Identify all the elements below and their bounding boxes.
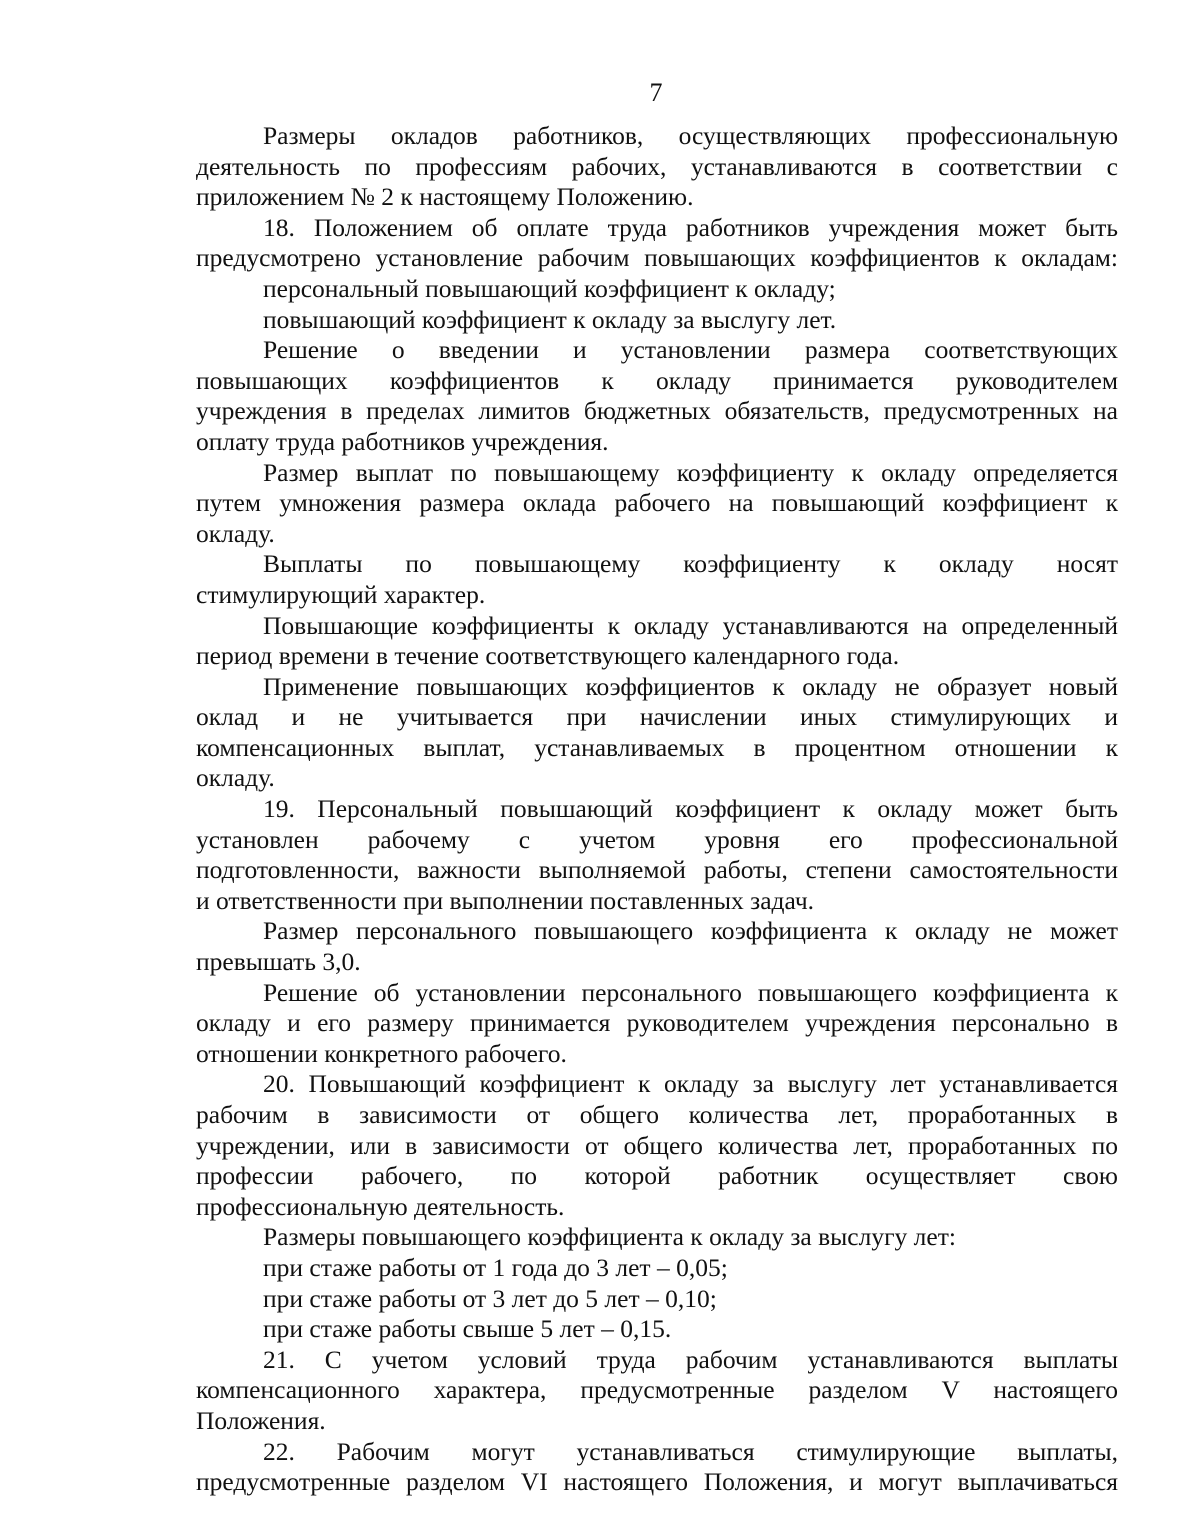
text-line: при стаже работы свыше 5 лет – 0,15. xyxy=(263,1314,672,1344)
text-line: 21. С учетом условий труда рабочим устанавливаются выплаты xyxy=(263,1344,1118,1374)
text-line: превышать 3,0. xyxy=(196,947,361,977)
text-line: Размер персонального повышающего коэффициента к окладу не может xyxy=(263,916,1118,946)
text-line: приложением № 2 к настоящему Положению. xyxy=(196,182,694,212)
text-line: Размеры окладов работников, осуществляющих профессиональную xyxy=(263,121,1118,150)
text-line: Решение о введении и установлении размера соответствующих xyxy=(263,335,1118,365)
text-line: путем умножения размера оклада рабочего на повышающий коэффициент к xyxy=(196,488,1118,518)
text-line: повышающих коэффициентов к окладу принимается руководителем xyxy=(196,365,1118,395)
text-line: стимулирующий характер. xyxy=(196,579,486,609)
text-line: профессии рабочего, по которой работник осуществляет свою xyxy=(196,1161,1118,1191)
text-line: компенсационных выплат, устанавливаемых в процентном отношении к xyxy=(196,732,1118,762)
text-line: Решение об установлении персонального повышающего коэффициента к xyxy=(263,977,1118,1007)
text-line: деятельность по профессиям рабочих, устанавливаются в соответствии с xyxy=(196,151,1118,181)
text-line: Размеры повышающего коэффициента к окладу за выслугу лет: xyxy=(263,1222,956,1252)
text-line: Выплаты по повышающему коэффициенту к окладу носят xyxy=(263,549,1118,579)
text-line: 20. Повышающий коэффициент к окладу за выслугу лет устанавливается xyxy=(263,1069,1118,1099)
text-line: 19. Персональный повышающий коэффициент к окладу может быть xyxy=(263,794,1118,824)
text-line: учреждении, или в зависимости от общего количества лет, проработанных по xyxy=(196,1130,1118,1160)
document-body xyxy=(196,121,1118,1498)
text-line: рабочим в зависимости от общего количества лет, проработанных в xyxy=(196,1100,1118,1129)
text-line: оплату труда работников учреждения. xyxy=(196,426,609,456)
text-line: и ответственности при выполнении поставленных задач. xyxy=(196,885,815,915)
text-line: 18. Положением об оплате труда работников учреждения может быть xyxy=(263,212,1118,242)
text-line: оклад и не учитывается при начислении иных стимулирующих и xyxy=(196,702,1118,732)
text-line: повышающий коэффициент к окладу за выслугу лет. xyxy=(263,304,837,334)
text-line: Размер выплат по повышающему коэффициенту к окладу определяется xyxy=(263,457,1118,487)
text-line: окладу и его размеру принимается руководителем учреждения персонально в xyxy=(196,1008,1118,1038)
text-line: окладу. xyxy=(196,763,275,793)
text-line: период времени в течение соответствующего календарного года. xyxy=(196,641,900,671)
text-line: компенсационного характера, предусмотренные разделом V настоящего xyxy=(196,1375,1118,1405)
text-line: подготовленности, важности выполняемой работы, степени самостоятельности xyxy=(196,855,1118,885)
text-line: Применение повышающих коэффициентов к окладу не образует новый xyxy=(263,671,1118,701)
text-line: профессиональную деятельность. xyxy=(196,1191,565,1221)
text-line: Положения. xyxy=(196,1405,326,1435)
text-line: при стаже работы от 3 лет до 5 лет – 0,10; xyxy=(263,1283,717,1313)
text-line: 22. Рабочим могут устанавливаться стимулирующие выплаты, xyxy=(263,1436,1118,1466)
text-line: окладу. xyxy=(196,518,275,548)
text-line: предусмотрено установление рабочим повышающих коэффициентов к окладам: xyxy=(196,243,1118,273)
text-line: установлен рабочему с учетом уровня его профессиональной xyxy=(196,824,1118,854)
text-line: Повышающие коэффициенты к окладу устанавливаются на определенный xyxy=(263,610,1118,640)
text-line: предусмотренные разделом VI настоящего Положения, и могут выплачиваться xyxy=(196,1467,1118,1497)
text-line: отношении конкретного рабочего. xyxy=(196,1038,567,1068)
text-line: при стаже работы от 1 года до 3 лет – 0,05; xyxy=(263,1252,728,1282)
text-line: учреждения в пределах лимитов бюджетных обязательств, предусмотренных на xyxy=(196,396,1118,426)
text-line: персональный повышающий коэффициент к окладу; xyxy=(263,273,836,303)
page-number: 7 xyxy=(649,78,663,107)
